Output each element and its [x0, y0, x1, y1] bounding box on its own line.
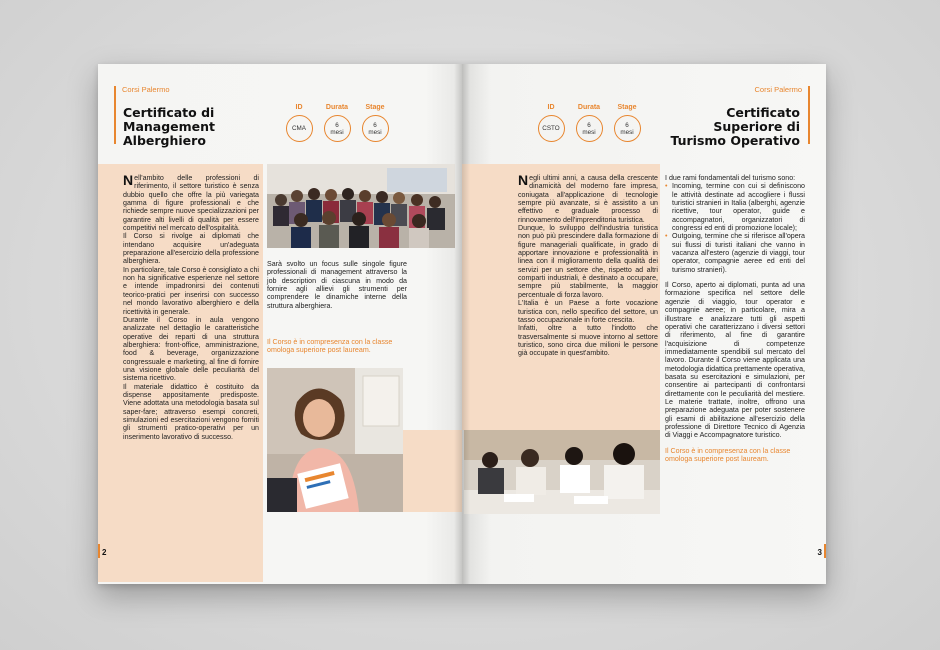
course-codes	[285, 104, 389, 142]
paragraph: Il Corso si rivolge ai diplomati che intendano acquisire un'adeguata preparazione all'esercizio della professione alberghiera.	[123, 232, 259, 266]
code-label: ID	[547, 104, 555, 111]
body-text-col2	[267, 260, 407, 310]
course-note: Il Corso è in compresenza con la classe omologa superiore post lauream.	[665, 446, 791, 463]
code-id	[537, 104, 565, 142]
title-line: Superiore di	[713, 119, 800, 134]
title-line: Turismo Operativo	[670, 133, 800, 148]
code-label: Durata	[325, 104, 349, 111]
paragraph: Il materiale didattico è costituito da dispense appositamente predisposte. Viene adottata una metodologia basata sul saper-fare; attraverso esempi concreti, simulazioni ed esercitazioni vengono forniti gli strumenti pratico-operativi per un inserimento lavorativo di successo.	[123, 382, 259, 441]
list-item: • Outgoing, termine che si riferisce all'opera sui flussi di turisti italiani che vanno in vacanza all'estero (agenzie di viaggi, tour operator, compagnie aeree ed enti del turismo stranieri).	[665, 232, 805, 274]
dropcap: N	[518, 172, 529, 188]
code-stage	[361, 104, 389, 142]
student-photo	[267, 368, 403, 512]
paragraph: Durante il Corso in aula vengono analizzate nel dettaglio le caratteristiche operative dei reparti di una struttura alberghiera: front-office, amministrazione, food & beverage, organizzazione congressuale e marketing, al fine di fornire una visione globale delle peculiarità del sistema ricettivo.	[123, 315, 259, 383]
classroom-photo	[464, 430, 660, 514]
paragraph: Sarà svolto un focus sulle singole figure professionali di management attraverso la job description di ciascuna in modo da fornire agli allievi gli strumenti per comprendere le dinamiche interne della struttura alberghiera.	[267, 260, 407, 310]
code-stage	[613, 104, 641, 142]
code-badge: 6 mesi	[362, 115, 389, 142]
code-label: ID	[295, 104, 303, 111]
code-label: Durata	[577, 104, 601, 111]
body-text-col1	[123, 174, 259, 441]
code-label: Stage	[365, 104, 385, 111]
paragraph: L'Italia è un Paese a forte vocazione turistica con, nello specifico del settore, un tasso occupazionale in forte crescita.	[518, 299, 658, 324]
dropcap: N	[123, 172, 134, 188]
paragraph: In particolare, tale Corso è consigliato a chi non ha significative esperienze nel settore e intende impadronirsi dei contenuti teorico-pratici per inserirsi con successo nel mondo lavorativo alberghiero e della ricettività in generale.	[123, 265, 259, 316]
title-line: Management	[123, 119, 216, 134]
page-number-mark	[824, 544, 826, 558]
code-badge: 6 mesi	[576, 115, 603, 142]
paragraph: ell'ambito delle professioni di riferimento, il settore turistico è senza dubbio quello che offre la più variegata gamma di figure professionali e che richiede sempre nuove specializzazioni per garantire alti livelli di qualità per essere competitivi nel mercato dell'ospitalità.	[123, 174, 259, 233]
accent-line	[114, 86, 116, 144]
code-badge: CMA	[286, 115, 313, 142]
body-text-col2	[665, 174, 805, 463]
page-number: 3	[817, 548, 822, 557]
code-label: Stage	[617, 104, 637, 111]
code-badge: 6 mesi	[324, 115, 351, 142]
course-note: Il Corso è in compresenza con la classe omologa superiore post lauream.	[267, 338, 393, 355]
body-text-col1	[518, 174, 658, 358]
paragraph: Infatti, oltre a tutto l'indotto che trasversalmente si muove intorno al settore turistico, sono circa due milioni le persone già occupate in quest'ambito.	[518, 324, 658, 358]
bullet-list	[665, 182, 805, 274]
right-page	[462, 64, 826, 584]
course-title	[123, 106, 215, 148]
group-photo	[267, 164, 455, 248]
title-line: Certificato di	[123, 105, 215, 120]
code-badge: 6 mesi	[614, 115, 641, 142]
page-number-mark	[98, 544, 100, 558]
paragraph: egli ultimi anni, a causa della crescente dinamicità del moderno fare impresa, coniugata all'applicazione di tecnologie sempre più avanzate, si è assistito a un effettivo e graduale processo di rinnovamento dell'imprenditoria turistica.	[518, 174, 658, 224]
course-title	[670, 106, 800, 148]
title-line: Certificato	[726, 105, 800, 120]
left-page	[98, 64, 462, 584]
accent-line	[808, 86, 810, 144]
brochure-spread	[98, 64, 826, 584]
paragraph: Il Corso, aperto ai diplomati, punta ad una formazione specifica nel settore delle agenzie di viaggio, tour operator e compagnie aeree; in particolare, mira a illustrare e analizzare tutti gli aspetti operativi che caratterizzano i diversi settori di riferimento, al fine di garantire l'acquisizione di competenze immediatamente spendibili sul mercato del lavoro. Durante il Corso viene applicata una metodologia didattica prettamente operativa, basata su esercitazioni e simulazioni, per consentire ai partecipanti di confrontarsi direttamente con le peculiarità del mestiere. Le materie trattate, inoltre, offrono una preparazione adeguata per poter sostenere gli esami di abilitazione all'esercizio della professione di Direttore Tecnico di Agenzia di Viaggi e Accompagnatore turistico.	[665, 281, 805, 440]
code-id	[285, 104, 313, 142]
brand-label: Corsi Palermo	[122, 85, 170, 94]
code-badge: CSTO	[538, 115, 565, 142]
code-durata	[323, 104, 351, 142]
code-durata	[575, 104, 603, 142]
title-line: Alberghiero	[123, 133, 206, 148]
course-codes	[537, 104, 641, 142]
brand-label: Corsi Palermo	[754, 85, 802, 94]
list-item: • Incoming, termine con cui si definiscono le attività destinate ad accogliere i flussi turistici stranieri in Italia (alberghi, agenzie ricettive, tour operator, guide e accompagnatori, organizzatori di congressi ed enti di promozione locale);	[665, 182, 805, 232]
paragraph: I due rami fondamentali del turismo sono:	[665, 174, 796, 182]
peach-block	[403, 430, 462, 512]
paragraph: Dunque, lo sviluppo dell'industria turistica non può più prescindere dalla formazione di figure manageriali qualificate, in grado di apportare innovazione e professionalità in linea con il miglioramento della qualità dei servizi per un settore che, rispetto ad altri comparti industriali, è destinato a occupare, sempre più stabilmente, la maggior percentuale di forza lavoro.	[518, 224, 658, 299]
page-number: 2	[102, 548, 107, 557]
